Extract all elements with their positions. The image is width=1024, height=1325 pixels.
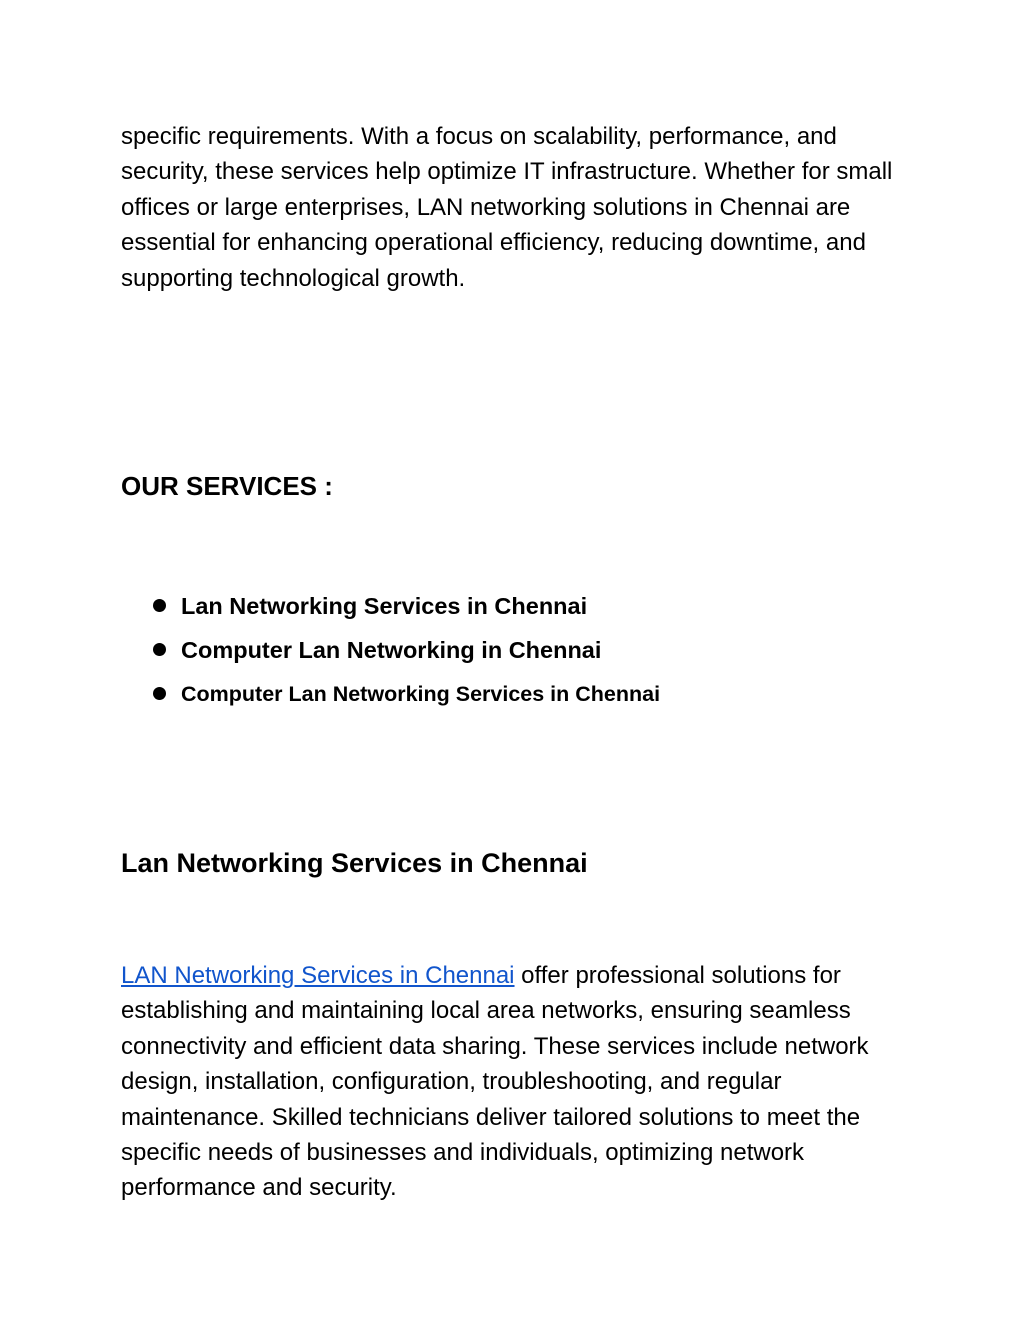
list-item: [121, 676, 660, 720]
bullet-icon: [153, 643, 166, 656]
services-list: [121, 588, 660, 720]
lan-section-paragraph: [121, 958, 921, 1206]
services-heading: OUR SERVICES :: [121, 471, 333, 501]
list-item: [121, 632, 660, 676]
service-item-label: Computer Lan Networking in Chennai: [181, 637, 602, 663]
bullet-icon: [153, 599, 166, 612]
list-item: [121, 588, 660, 632]
service-item-label: Lan Networking Services in Chennai: [181, 593, 588, 619]
lan-section-heading: Lan Networking Services in Chennai: [121, 848, 588, 878]
service-item-label: Computer Lan Networking Services in Chennai: [181, 682, 661, 706]
bullet-icon: [153, 687, 166, 700]
lan-section-body: offer professional solutions for establishing and maintaining local area networks, ensuring seamless connectivity and efficient data sharing. These services include network design, installation, configuration, troubleshooting, and regular maintenance. Skilled technicians deliver tailored solutions to meet the specific needs of businesses and individuals, optimizing network performance and security.: [121, 962, 869, 1202]
lan-services-link[interactable]: LAN Networking Services in Chennai: [121, 962, 515, 989]
intro-paragraph: specific requirements. With a focus on scalability, performance, and security, these services help optimize IT infrastructure. Whether for small offices or large enterprises, LAN networking solutions in Chennai are essential for enhancing operational efficiency, reducing downtime, and supporting technological growth.: [121, 123, 893, 292]
